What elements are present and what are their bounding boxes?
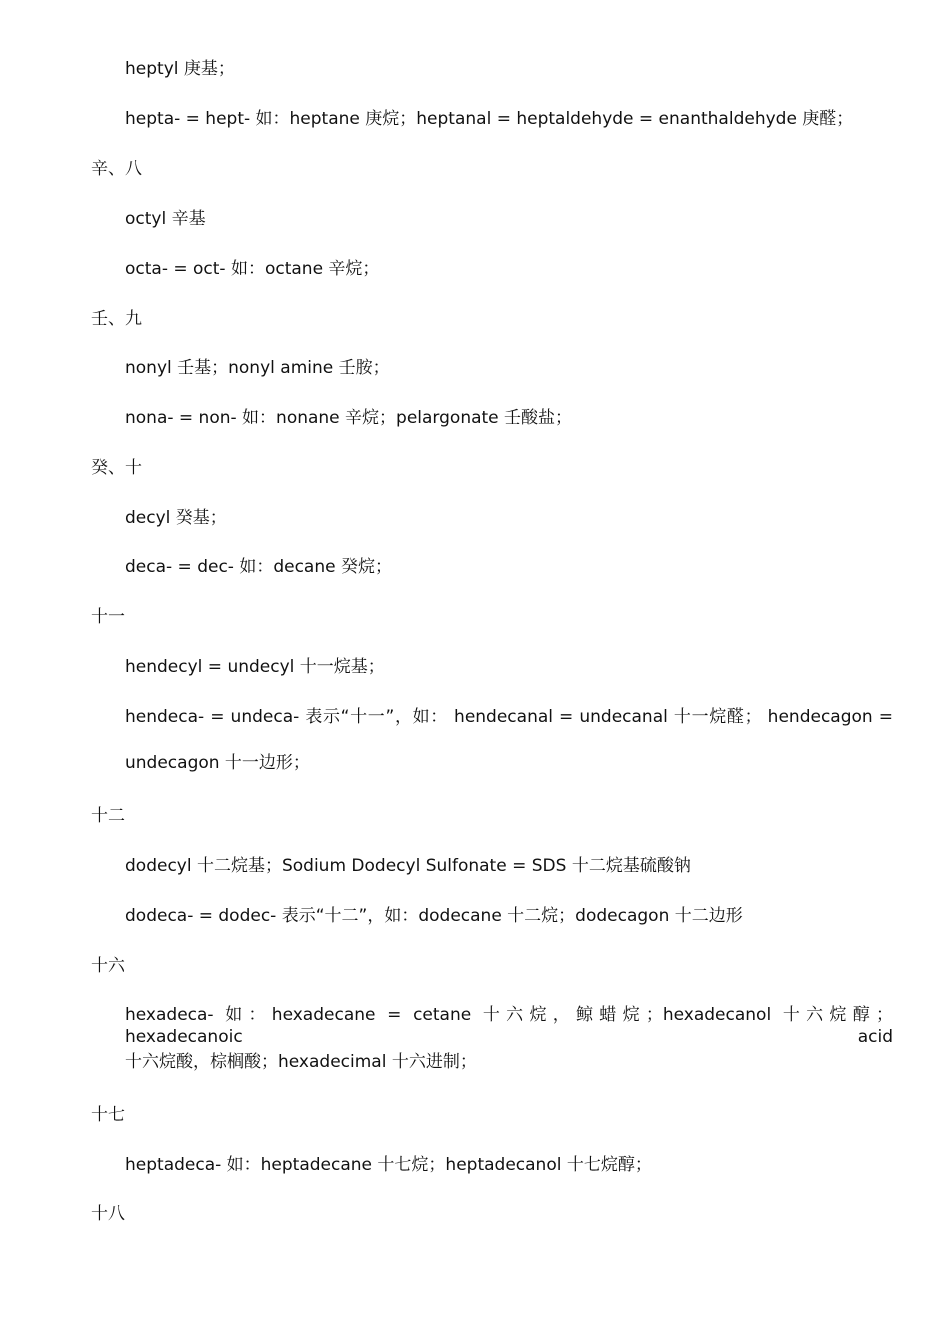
section-heading: 壬、九 — [91, 309, 142, 329]
text-line: nona- = non- 如：nonane 辛烷；pelargonate 壬酸盐； — [125, 408, 573, 428]
text-line: hepta- = hept- 如：heptane 庚烷；heptanal = heptaldehyde = enanthaldehyde 庚醛； — [125, 109, 854, 129]
text-line: deca- = dec- 如：decane 癸烷； — [125, 557, 392, 577]
section-heading: 辛、八 — [91, 159, 142, 179]
section-heading: 十七 — [91, 1105, 125, 1125]
text-line: octa- = oct- 如：octane 辛烷； — [125, 259, 380, 279]
section-heading: 十六 — [91, 956, 125, 976]
text-line: hendeca- = undeca- 表示“十一”，如： hendecanal = undecanal 十一烷醛； hendecagon = — [125, 707, 893, 727]
section-heading: 十一 — [91, 607, 125, 627]
text-line: decyl 癸基； — [125, 508, 227, 528]
text-line: undecagon 十一边形； — [125, 753, 310, 773]
text-line: hexadeca- 如：hexadecane = cetane 十六烷，鲸蜡烷；hexadecanol 十六烷醇；hexadecanoic acid — [125, 1005, 893, 1047]
text-line: heptyl 庚基； — [125, 59, 235, 79]
section-heading: 癸、十 — [91, 458, 142, 478]
text-line: dodecyl 十二烷基；Sodium Dodecyl Sulfonate = SDS 十二烷基硫酸钠 — [125, 856, 691, 876]
text-line: nonyl 壬基；nonyl amine 壬胺； — [125, 358, 390, 378]
section-heading: 十二 — [91, 806, 125, 826]
text-line: hendecyl = undecyl 十一烷基； — [125, 657, 385, 677]
text-line: dodeca- = dodec- 表示“十二”，如：dodecane 十二烷；dodecagon 十二边形 — [125, 906, 743, 926]
text-line: octyl 辛基 — [125, 209, 206, 229]
text-line: heptadeca- 如：heptadecane 十七烷；heptadecanol 十七烷醇； — [125, 1155, 652, 1175]
section-heading: 十八 — [91, 1204, 125, 1224]
text-line: 十六烷酸，棕榈酸；hexadecimal 十六进制； — [125, 1052, 477, 1072]
